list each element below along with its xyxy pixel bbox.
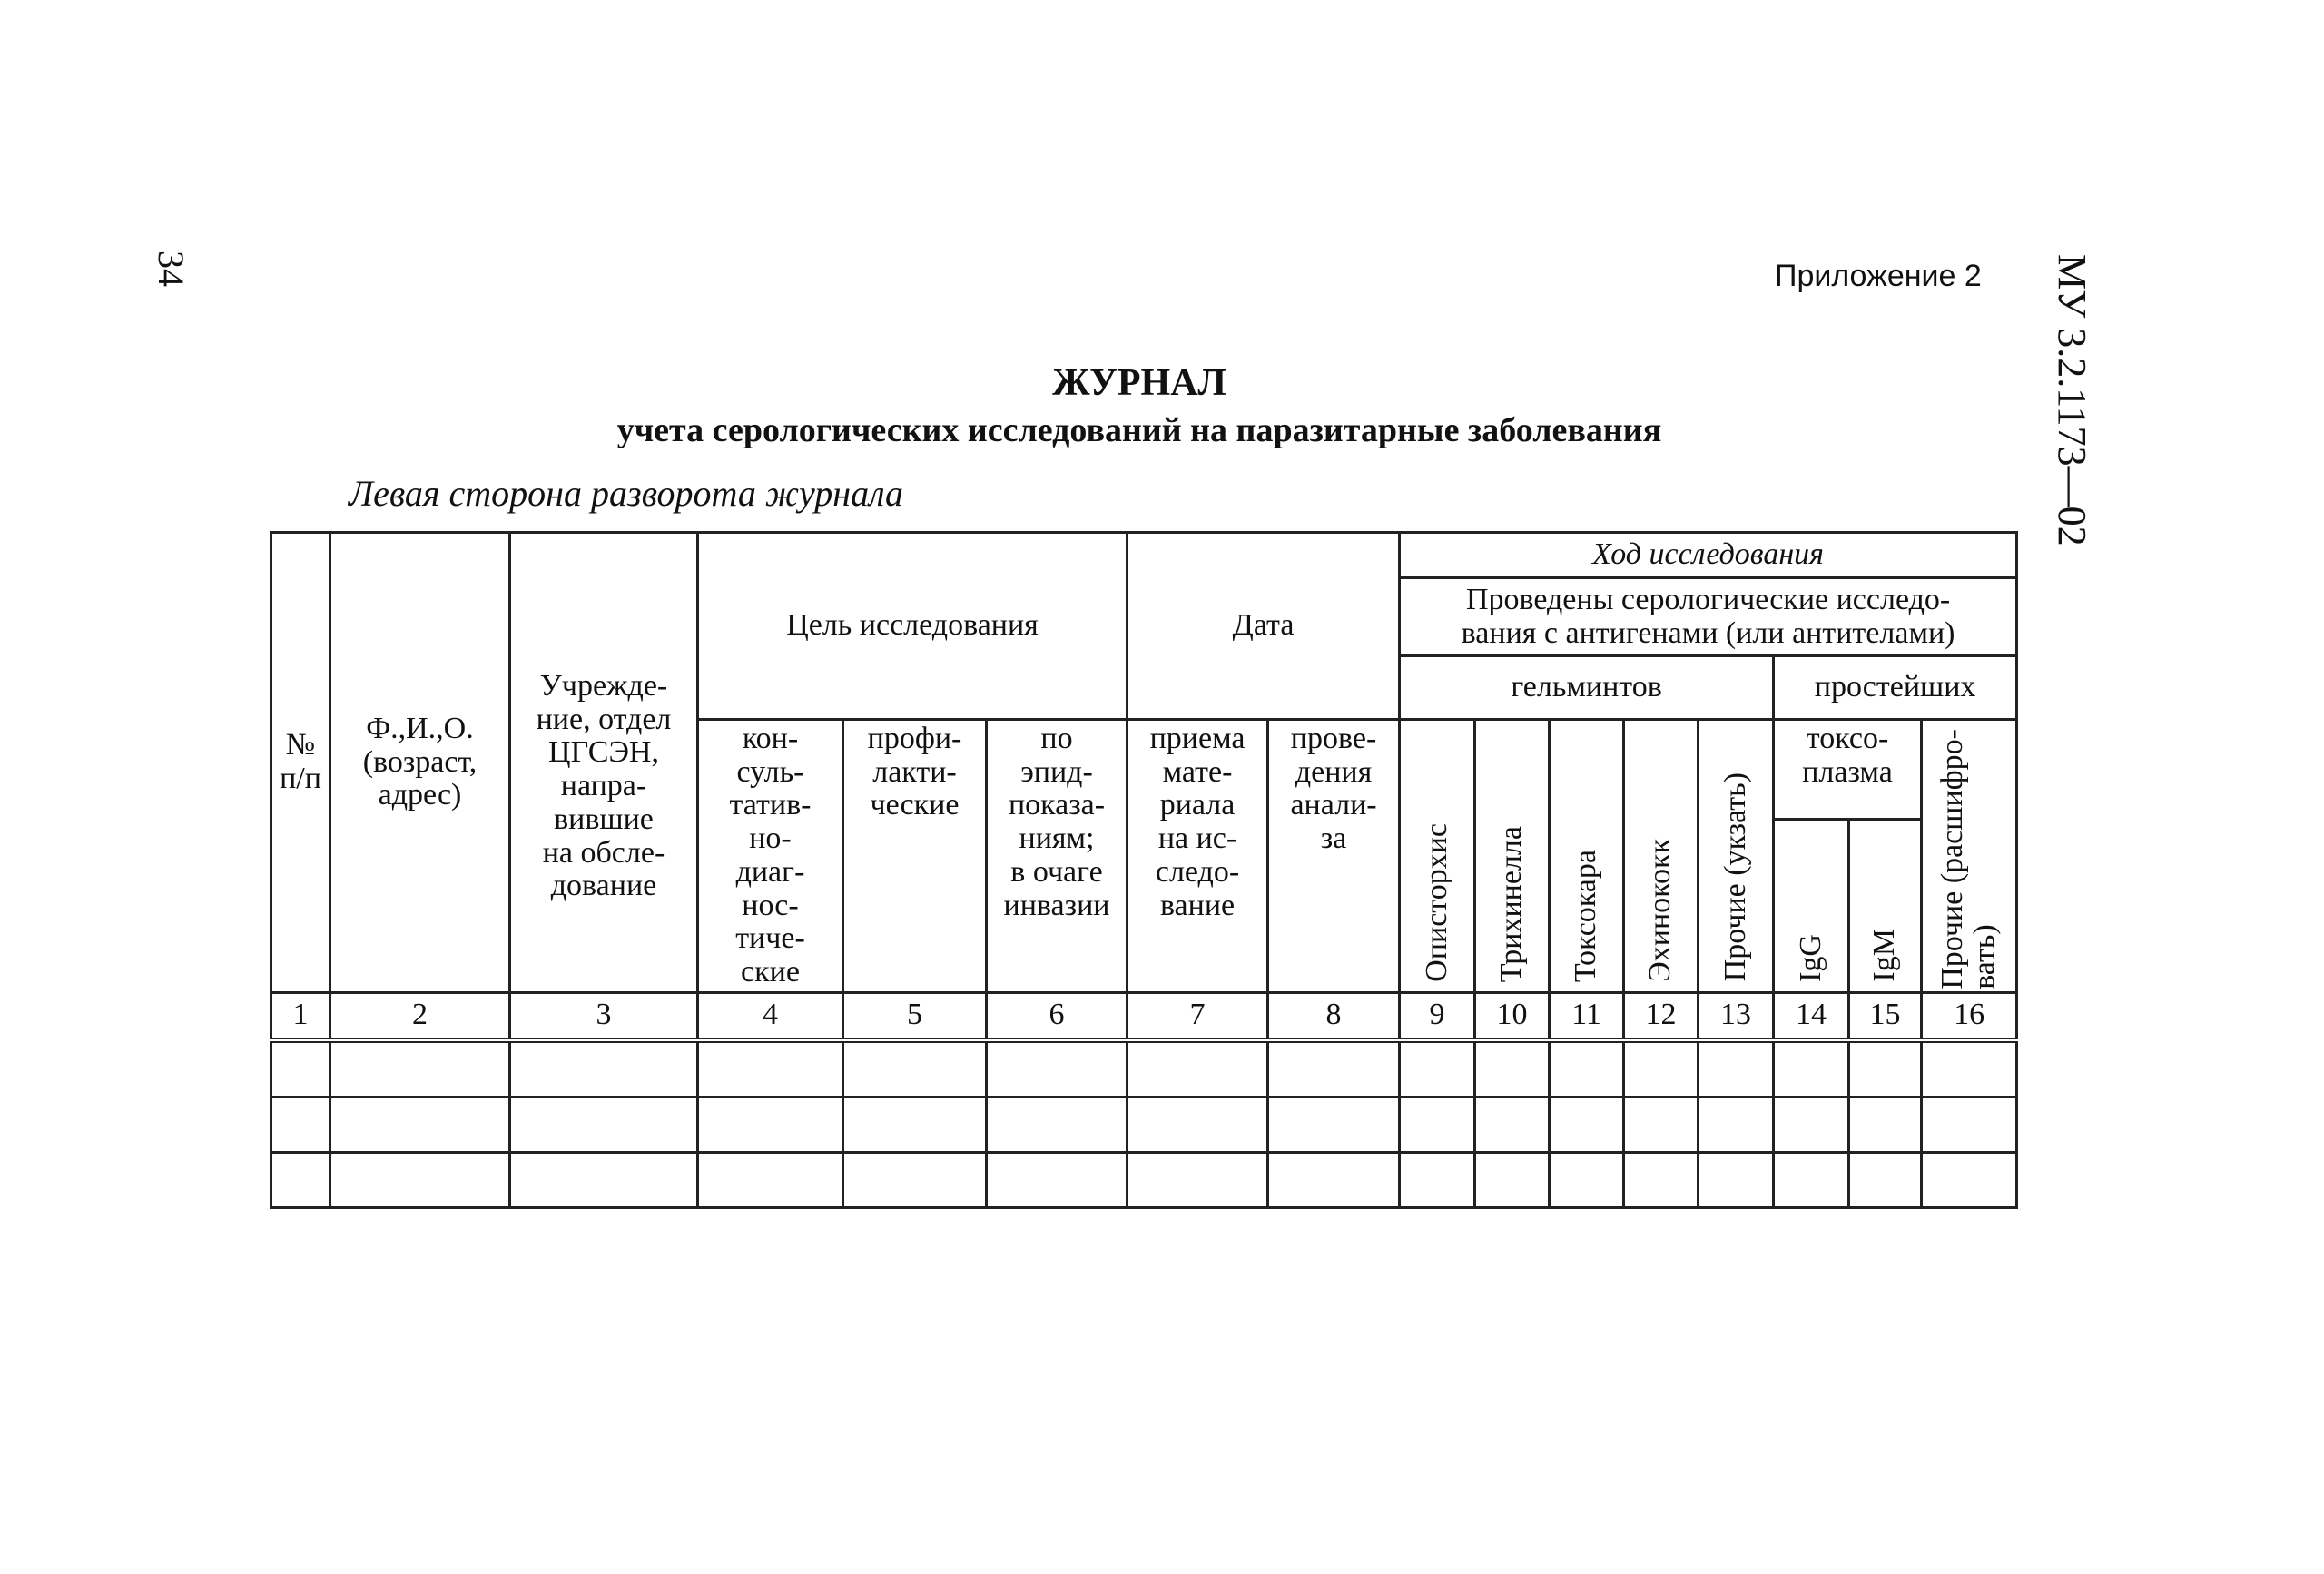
toxoplasma-group-header: токсо- плазма [1774, 720, 1922, 820]
table-cell [510, 1097, 698, 1152]
column-number: 3 [510, 992, 698, 1040]
column-number: 1 [271, 992, 330, 1040]
trichinella-header [1475, 720, 1550, 993]
igg-label: IgG [1793, 933, 1827, 982]
table-cell [271, 1097, 330, 1152]
column-number: 5 [843, 992, 987, 1040]
table-cell [1774, 1040, 1849, 1097]
purpose-prophylactic-header: профи- лакти- ческие [843, 720, 987, 993]
document-code: МУ 3.2.1173—02 [2050, 254, 2094, 546]
table-cell [510, 1040, 698, 1097]
purpose-group-header: Цель исследования [698, 533, 1128, 720]
column-numbers-row [271, 992, 2017, 1040]
page-number: 34 [151, 251, 192, 287]
table-cell [1849, 1097, 1922, 1152]
table-cell [1624, 1040, 1699, 1097]
table-cell [1128, 1097, 1268, 1152]
table-cell [330, 1040, 510, 1097]
journal-table [270, 531, 2018, 1209]
table-cell [1128, 1040, 1268, 1097]
journal-subtitle: учета серологических исследований на паразитарные заболевания [616, 411, 1662, 449]
col-no-header: № п/п [271, 533, 330, 993]
helminths-group-header: гельминтов [1400, 656, 1774, 720]
table-row [271, 1097, 2017, 1152]
table-cell [1922, 1040, 2017, 1097]
table-cell [843, 1040, 987, 1097]
journal-title: ЖУРНАЛ [1052, 362, 1226, 404]
col-fio-header: Ф.,И.,О. (возраст, адрес) [330, 533, 510, 993]
table-cell [1400, 1040, 1475, 1097]
column-number: 10 [1475, 992, 1550, 1040]
igm-header [1849, 820, 1922, 993]
opistorchis-header [1400, 720, 1475, 993]
column-number: 11 [1550, 992, 1624, 1040]
appendix-label: Приложение 2 [1775, 259, 1982, 293]
column-number: 2 [330, 992, 510, 1040]
table-cell [1128, 1152, 1268, 1207]
table-cell [1922, 1097, 2017, 1152]
table-cell [987, 1152, 1128, 1207]
table-cell [1849, 1152, 1922, 1207]
table-cell [1550, 1152, 1624, 1207]
table-cell [698, 1152, 843, 1207]
column-number: 12 [1624, 992, 1699, 1040]
table-cell [1774, 1152, 1849, 1207]
helminth-other-header [1699, 720, 1774, 993]
table-cell [1475, 1040, 1550, 1097]
table-cell [1699, 1097, 1774, 1152]
protozoa-other-header [1922, 720, 2017, 993]
table-cell [1550, 1040, 1624, 1097]
column-number: 9 [1400, 992, 1475, 1040]
protozoa-other-label: Прочие (расшифро- вать) [1935, 728, 2003, 989]
table-cell [330, 1097, 510, 1152]
date-analysis-header: прове- дения анали- за [1268, 720, 1400, 993]
column-number: 16 [1922, 992, 2017, 1040]
column-number: 4 [698, 992, 843, 1040]
column-number: 8 [1268, 992, 1400, 1040]
date-group-header: Дата [1128, 533, 1400, 720]
progress-group-header: Ход исследования [1400, 533, 2017, 578]
toxocara-label: Токсокара [1569, 849, 1603, 982]
purpose-epid-header: по эпид- показа- ниям; в очаге инвазии [987, 720, 1128, 993]
table-cell [1699, 1152, 1774, 1207]
table-row [271, 1040, 2017, 1097]
trichinella-label: Трихинелла [1494, 825, 1529, 982]
table-cell [1268, 1152, 1400, 1207]
table-cell [987, 1097, 1128, 1152]
table-row [271, 1152, 2017, 1207]
table-cell [1699, 1040, 1774, 1097]
table-cell [330, 1152, 510, 1207]
column-number: 7 [1128, 992, 1268, 1040]
table-cell [271, 1040, 330, 1097]
table-cell [1268, 1097, 1400, 1152]
toxocara-header [1550, 720, 1624, 993]
column-number: 15 [1849, 992, 1922, 1040]
col-institution-header: Учрежде- ние, отдел ЦГСЭН, напра- вившие на обсле- дование [510, 533, 698, 993]
igg-header [1774, 820, 1849, 993]
echinococcus-label: Эхинококк [1643, 839, 1678, 982]
table-cell [1774, 1097, 1849, 1152]
helminth-other-label: Прочие (укзать) [1718, 772, 1752, 982]
table-cell [987, 1040, 1128, 1097]
column-number: 6 [987, 992, 1128, 1040]
table-cell [1400, 1097, 1475, 1152]
table-cell [1475, 1152, 1550, 1207]
side-note: Левая сторона разворота журнала [349, 473, 904, 514]
echinococcus-header [1624, 720, 1699, 993]
igm-label: IgM [1867, 929, 1902, 982]
table-cell [271, 1152, 330, 1207]
opistorchis-label: Описторхис [1419, 823, 1453, 982]
table-cell [698, 1040, 843, 1097]
table-cell [1550, 1097, 1624, 1152]
protozoa-group-header: простейших [1774, 656, 2017, 720]
table-cell [1268, 1040, 1400, 1097]
table-cell [1400, 1152, 1475, 1207]
table-cell [1475, 1097, 1550, 1152]
column-number: 13 [1699, 992, 1774, 1040]
table-cell [843, 1152, 987, 1207]
table-cell [1624, 1097, 1699, 1152]
table-cell [698, 1097, 843, 1152]
table-cell [510, 1152, 698, 1207]
date-receipt-header: приема мате- риала на ис- следо- вание [1128, 720, 1268, 993]
table-cell [843, 1097, 987, 1152]
table-cell [1849, 1040, 1922, 1097]
serological-group-header: Проведены серологические исследо- вания с антигенами (или антителами) [1400, 578, 2017, 656]
column-number: 14 [1774, 992, 1849, 1040]
table-cell [1922, 1152, 2017, 1207]
purpose-consult-header: кон- суль- татив- но- диаг- нос- тиче- ские [698, 720, 843, 993]
table-cell [1624, 1152, 1699, 1207]
